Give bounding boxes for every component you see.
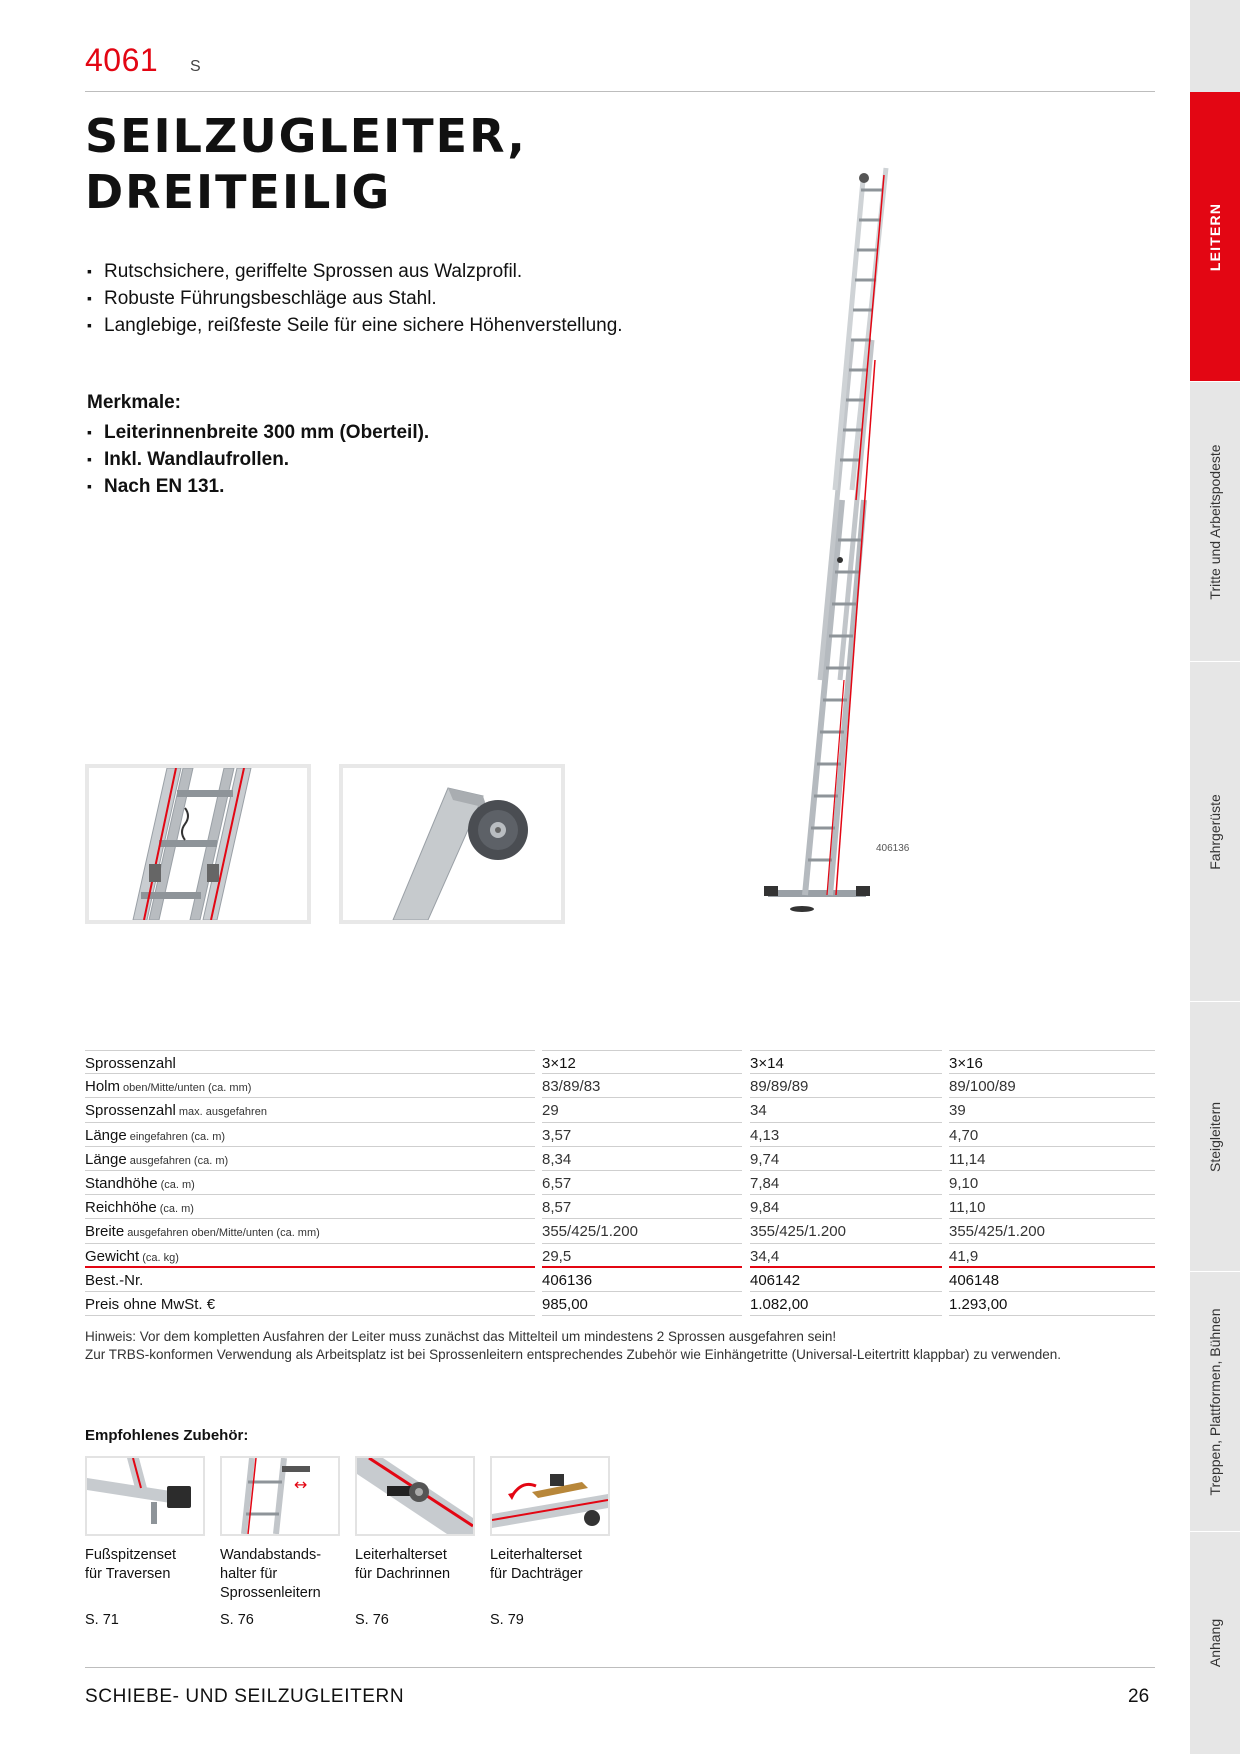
spec-value: 4,70 xyxy=(949,1123,1155,1147)
spec-label-cell xyxy=(85,1050,535,1074)
benefit-item: ▪ Rutschsichere, geriffelte Sprossen aus Walzprofil. xyxy=(87,258,647,285)
spec-label: Sprossenzahl xyxy=(85,1102,176,1120)
spec-label-unit: (ca. m) xyxy=(160,1178,195,1191)
spec-label-cell xyxy=(85,1171,535,1195)
spec-row xyxy=(85,1123,1155,1147)
spec-value: 11,10 xyxy=(949,1195,1155,1219)
spec-value: 3×12 xyxy=(542,1050,742,1074)
usage-note-line-2: Zur TRBS-konformen Verwendung als Arbeitsplatz ist bei Sprossenleitern entsprechendes Zubehör wie Einhängetritte (Universal-Leitertritt klappbar) zu verwenden. xyxy=(85,1347,1061,1362)
spec-value: 83/89/83 xyxy=(542,1074,742,1098)
tab-label: Anhang xyxy=(1207,1618,1223,1668)
benefit-item: ▪ Robuste Führungsbeschläge aus Stahl. xyxy=(87,285,647,312)
spec-value: 3×16 xyxy=(949,1050,1155,1074)
spec-value: 9,10 xyxy=(949,1171,1155,1195)
spec-row xyxy=(85,1074,1155,1098)
feature-list xyxy=(87,419,429,500)
benefit-item: ▪ Langlebige, reißfeste Seile für eine sichere Höhenverstellung. xyxy=(87,312,647,339)
tab-label: Steigleitern xyxy=(1207,1101,1223,1172)
spec-value: 406136 xyxy=(542,1268,742,1292)
spec-row xyxy=(85,1147,1155,1171)
spec-label-unit: (ca. kg) xyxy=(142,1251,179,1264)
footer-section-title: SCHIEBE- UND SEILZUGLEITERN xyxy=(85,1686,405,1707)
spec-value: 355/425/1.200 xyxy=(750,1219,942,1243)
gutter-holder-illustration xyxy=(357,1458,473,1534)
spec-value: 29,5 xyxy=(542,1244,742,1268)
spec-label-cell xyxy=(85,1195,535,1219)
spec-value: 4,13 xyxy=(750,1123,942,1147)
accessory-foot-tip-set[interactable] xyxy=(85,1456,205,1628)
accessory-image xyxy=(355,1456,475,1536)
tab-leitern[interactable] xyxy=(1190,92,1240,382)
header-divider xyxy=(85,91,1155,92)
spec-row xyxy=(85,1268,1155,1292)
product-series: S xyxy=(190,58,201,75)
spec-value: 9,74 xyxy=(750,1147,942,1171)
chapter-navigation xyxy=(1190,0,1240,1754)
spec-value: 89/89/89 xyxy=(750,1074,942,1098)
accessory-page-ref[interactable]: S. 79 xyxy=(490,1612,524,1628)
spec-label: Standhöhe xyxy=(85,1174,158,1192)
spec-label-cell xyxy=(85,1147,535,1171)
spec-value: 3×14 xyxy=(750,1050,942,1074)
detail-image-wall-roller xyxy=(339,764,565,924)
product-image-ladder xyxy=(760,160,900,920)
spec-value: 406142 xyxy=(750,1268,942,1292)
spec-label-unit: eingefahren (ca. m) xyxy=(129,1130,226,1143)
spec-label-cell xyxy=(85,1123,535,1147)
spec-value: 9,84 xyxy=(750,1195,942,1219)
spec-value: 985,00 xyxy=(542,1292,742,1316)
spec-row xyxy=(85,1292,1155,1316)
guide-fitting-illustration xyxy=(89,768,307,920)
feature-item: ▪ Inkl. Wandlaufrollen. xyxy=(87,446,429,473)
accessory-name: Leiterhalterset für Dachträger xyxy=(490,1547,583,1582)
page-number: 26 xyxy=(1128,1686,1150,1707)
spec-label: Best.-Nr. xyxy=(85,1271,144,1289)
tab-tritte-arbeitspodeste[interactable] xyxy=(1190,382,1240,662)
image-article-number: 406136 xyxy=(876,843,910,854)
spec-label: Gewicht xyxy=(85,1247,140,1265)
benefit-list xyxy=(87,258,647,339)
spec-label-cell xyxy=(85,1074,535,1098)
accessory-image xyxy=(85,1456,205,1536)
detail-image-guide-fittings xyxy=(85,764,311,924)
spec-row xyxy=(85,1171,1155,1195)
spec-label-unit: ausgefahren oben/Mitte/unten (ca. mm) xyxy=(127,1227,320,1240)
title-line-1: SEILZUGLEITER, xyxy=(85,109,527,163)
spec-value: 89/100/89 xyxy=(949,1074,1155,1098)
tab-label: LEITERN xyxy=(1207,202,1223,271)
spec-label: Länge xyxy=(85,1126,127,1144)
tab-steigleitern[interactable] xyxy=(1190,1002,1240,1272)
accessory-page-ref[interactable]: S. 76 xyxy=(355,1612,389,1628)
spec-label-cell xyxy=(85,1268,535,1292)
spec-label: Länge xyxy=(85,1150,127,1168)
tab-treppen-plattformen[interactable] xyxy=(1190,1272,1240,1532)
spec-value: 1.082,00 xyxy=(750,1292,942,1316)
spec-value: 39 xyxy=(949,1098,1155,1122)
spec-label-unit: oben/Mitte/unten (ca. mm) xyxy=(123,1082,252,1095)
spec-value: 355/425/1.200 xyxy=(949,1219,1155,1243)
accessory-page-ref[interactable]: S. 71 xyxy=(85,1612,119,1628)
footer-divider xyxy=(85,1667,1155,1668)
spec-label-cell xyxy=(85,1292,535,1316)
spec-value: 29 xyxy=(542,1098,742,1122)
spec-label-unit: ausgefahren (ca. m) xyxy=(129,1154,229,1167)
accessory-roof-beam-holder[interactable] xyxy=(490,1456,610,1628)
spec-label-cell xyxy=(85,1219,535,1243)
tab-fahrgerueste[interactable] xyxy=(1190,662,1240,1002)
spec-label: Breite xyxy=(85,1223,125,1241)
accessory-wall-spacer[interactable] xyxy=(220,1456,340,1628)
svg-text:↔: ↔ xyxy=(294,1475,308,1494)
feature-item: ▪ Leiterinnenbreite 300 mm (Oberteil). xyxy=(87,419,429,446)
spec-row xyxy=(85,1195,1155,1219)
tab-anhang[interactable] xyxy=(1190,1532,1240,1754)
spec-label: Preis ohne MwSt. € xyxy=(85,1295,216,1313)
spec-row xyxy=(85,1098,1155,1122)
spec-label: Sprossenzahl xyxy=(85,1055,176,1072)
product-code: 4061 xyxy=(85,42,159,78)
spec-value: 8,34 xyxy=(542,1147,742,1171)
spec-value: 3,57 xyxy=(542,1123,742,1147)
wall-spacer-illustration xyxy=(222,1458,338,1534)
spec-value: 34 xyxy=(750,1098,942,1122)
spec-label-cell xyxy=(85,1098,535,1122)
spec-table xyxy=(85,1050,1155,1316)
accessories-heading: Empfohlenes Zubehör: xyxy=(85,1427,249,1444)
spec-row xyxy=(85,1219,1155,1243)
page-title xyxy=(85,108,527,220)
spec-row xyxy=(85,1244,1155,1268)
accessory-name: Wandabstands- halter für Sprossenleitern xyxy=(220,1547,322,1601)
spec-value: 355/425/1.200 xyxy=(542,1219,742,1243)
usage-note xyxy=(85,1328,1165,1364)
feature-item: ▪ Nach EN 131. xyxy=(87,473,429,500)
features-heading: Merkmale: xyxy=(87,392,181,413)
title-line-2: DREITEILIG xyxy=(85,165,392,219)
spec-label-cell xyxy=(85,1244,535,1268)
tab-label: Fahrgerüste xyxy=(1207,793,1223,870)
spec-value: 41,9 xyxy=(949,1244,1155,1268)
spec-row xyxy=(85,1050,1155,1074)
accessory-image xyxy=(490,1456,610,1536)
spec-label: Holm xyxy=(85,1078,121,1096)
spec-label-unit: (ca. m) xyxy=(159,1203,194,1216)
accessory-name: Fußspitzenset für Traversen xyxy=(85,1547,177,1582)
wall-roller-illustration xyxy=(343,768,561,920)
foot-tip-illustration xyxy=(87,1458,203,1534)
tab-label: Tritte und Arbeitspodeste xyxy=(1207,443,1223,600)
spec-value: 406148 xyxy=(949,1268,1155,1292)
roof-beam-holder-illustration xyxy=(492,1458,608,1534)
accessory-page-ref[interactable]: S. 76 xyxy=(220,1612,254,1628)
spec-value: 7,84 xyxy=(750,1171,942,1195)
spec-label-unit: max. ausgefahren xyxy=(178,1106,267,1119)
spec-value: 1.293,00 xyxy=(949,1292,1155,1316)
spec-value: 11,14 xyxy=(949,1147,1155,1171)
spec-label: Reichhöhe xyxy=(85,1199,157,1217)
usage-note-line-1: Hinweis: Vor dem kompletten Ausfahren der Leiter muss zunächst das Mittelteil um mindestens 2 Sprossen ausgefahren sein! xyxy=(85,1329,837,1344)
accessory-gutter-holder[interactable] xyxy=(355,1456,475,1628)
spec-value: 34,4 xyxy=(750,1244,942,1268)
accessory-name: Leiterhalterset für Dachrinnen xyxy=(355,1547,451,1582)
tab-label: Treppen, Plattformen, Bühnen xyxy=(1207,1307,1223,1496)
accessory-image xyxy=(220,1456,340,1536)
spec-value: 8,57 xyxy=(542,1195,742,1219)
spec-value: 6,57 xyxy=(542,1171,742,1195)
